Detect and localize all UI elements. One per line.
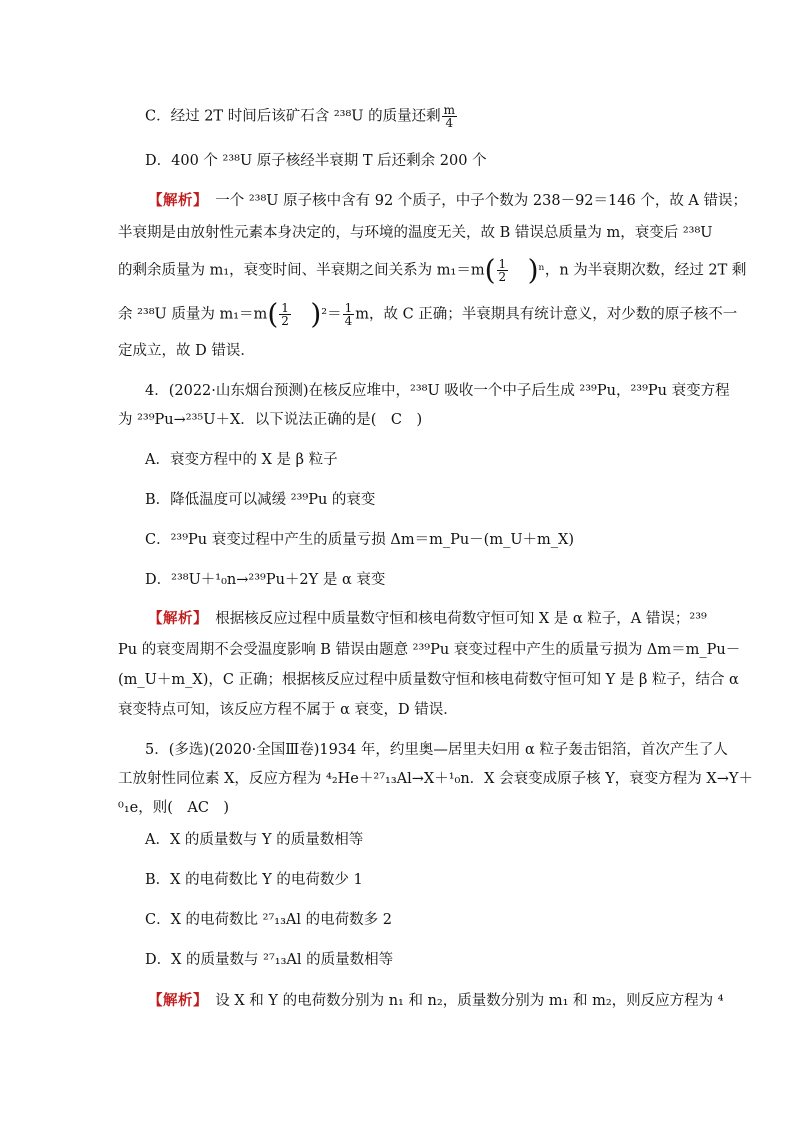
q5-option-c: C．X 的电荷数比 ²⁷₁₃Al 的电荷数多 2	[145, 912, 392, 928]
paren-close: )	[527, 253, 539, 287]
fraction-m-over-4: $\frac{m}{4}$	[443, 103, 455, 130]
analysis-tag: 【解析】	[148, 611, 201, 627]
q3-analysis-line-4: 余 ²³⁸U 质量为 m₁＝m( $\frac{1}{2}$ )²＝ $\frac{1}{4}$ m，故 C 正确；半衰期具有统计意义，对少数的原子核不一	[118, 297, 738, 331]
q5-stem-line-3: ⁰₁e，则( AC )	[118, 800, 230, 816]
q3-option-d: D．400 个 ²³⁸U 原子核经半衰期 T 后还剩余 200 个	[145, 153, 487, 169]
q5-analysis-line-1: 【解析】 设 X 和 Y 的电荷数分别为 n₁ 和 n₂，质量数分别为 m₁ 和 m₂，则反应方程为 ⁴	[148, 993, 724, 1009]
q5-option-b: B．X 的电荷数比 Y 的电荷数少 1	[145, 872, 363, 888]
q5-option-a: A．X 的质量数与 Y 的质量数相等	[145, 832, 364, 848]
q3-option-c: C．经过 2T 时间后该矿石含 ²³⁸U 的质量还剩 $\frac{m}{4}$	[145, 103, 455, 130]
paren-close: )	[310, 297, 322, 331]
q4-option-c: C．²³⁹Pu 衰变过程中产生的质量亏损 Δm＝m_Pu－(m_U＋m_X)	[145, 532, 575, 548]
q4-analysis-line-4: 衰变特点可知，该反应方程不属于 α 衰变，D 错误．	[118, 702, 458, 718]
analysis-tag: 【解析】	[148, 193, 201, 209]
q4-option-a: A．衰变方程中的 X 是 β 粒子	[145, 452, 338, 468]
q5-option-d: D．X 的质量数与 ²⁷₁₃Al 的质量数相等	[145, 952, 394, 968]
fraction-one-half: $\frac{1}{2}$	[498, 257, 507, 284]
q4-analysis-line-3: (m_U＋m_X)，C 正确；根据核反应过程中质量数守恒和核电荷数守恒可知 Y 是 β 粒子，结合 α	[118, 672, 739, 688]
q3-analysis-line-2: 半衰期是由放射性元素本身决定的，与环境的温度无关，故 B 错误总质量为 m，衰变后 ²³⁸U	[118, 225, 713, 241]
paren-open: (	[267, 297, 279, 331]
q3-analysis-line-5: 定成立，故 D 错误．	[118, 343, 255, 359]
fraction-one-quarter: $\frac{1}{4}$	[344, 301, 353, 328]
q5-stem-line-1: 5．(多选)(2020·全国Ⅲ卷)1934 年，约里奥—居里夫妇用 α 粒子轰击铝箔，首次产生了人	[145, 742, 728, 758]
q4-option-b: B．降低温度可以减缓 ²³⁹Pu 的衰变	[145, 492, 376, 508]
paren-open: (	[484, 253, 496, 287]
q5-stem-line-2: 工放射性同位素 X，反应方程为 ⁴₂He＋²⁷₁₃Al→X＋¹₀n．X 会衰变成原子核 Y，衰变方程为 X→Y＋	[118, 771, 753, 787]
analysis-tag: 【解析】	[148, 993, 201, 1009]
q3-analysis-line-3: 的剩余质量为 m₁，衰变时间、半衰期之间关系为 m₁＝m( $\frac{1}{2}$ )ⁿ，n 为半衰期次数，经过 2T 剩	[118, 253, 747, 287]
q4-analysis-line-2: Pu 的衰变周期不会受温度影响 B 错误由题意 ²³⁹Pu 衰变过程中产生的质量亏损为 Δm＝m_Pu－	[118, 642, 741, 658]
q4-analysis-line-1: 【解析】 根据核反应过程中质量数守恒和核电荷数守恒可知 X 是 α 粒子，A 错误；²³⁹	[148, 611, 707, 627]
q4-stem-line-2: 为 ²³⁹Pu→²³⁵U＋X．以下说法正确的是( C )	[118, 412, 423, 428]
q4-stem-line-1: 4．(2022·山东烟台预测)在核反应堆中，²³⁸U 吸收一个中子后生成 ²³⁹Pu，²³⁹Pu 衰变方程	[145, 383, 730, 399]
q4-option-d: D．²³⁸U＋¹₀n→²³⁹Pu＋2Y 是 α 衰变	[145, 572, 386, 588]
fraction-one-half: $\frac{1}{2}$	[281, 301, 289, 328]
q3-analysis-line-1: 【解析】 一个 ²³⁸U 原子核中含有 92 个质子，中子个数为 238－92＝146 个，故 A 错误；	[148, 193, 748, 209]
